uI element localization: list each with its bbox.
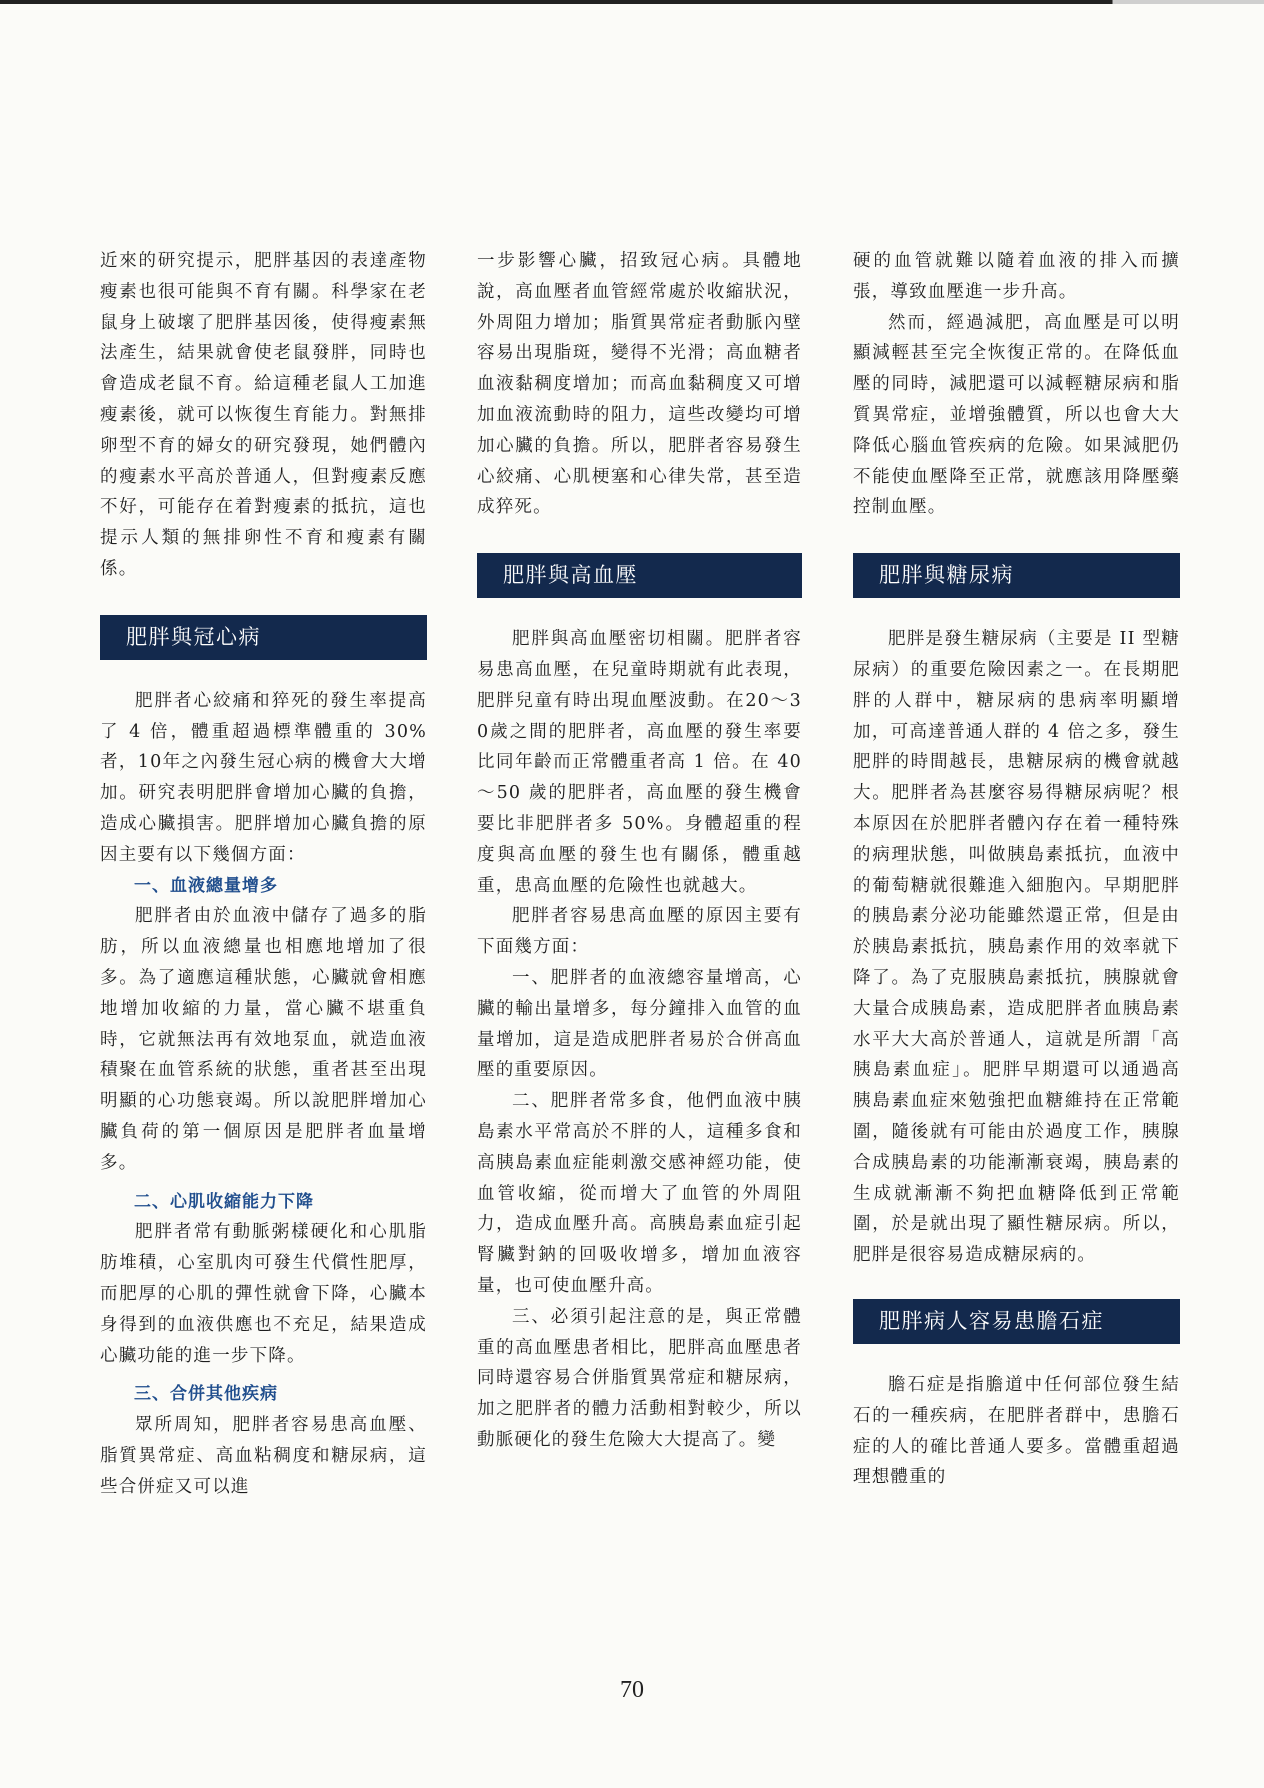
paragraph-hypertension-1: 肥胖與高血壓密切相關。肥胖者容易患高血壓，在兒童時期就有此表現，肥胖兒童有時出現血壓波動。在20～30歲之間的肥胖者，高血壓的發生率要比同年齡而正常體重者高 1 倍。在 40～50 歲的肥胖者，高血壓的發生機會要比非肥胖者多 50%。身體超重的程度與高血壓的發生也有關係，體重越重，患高血壓的危險性也就越大。	[477, 629, 802, 896]
paragraph-hypertension-continued: 硬的血管就難以隨着血液的排入而擴張，導致血壓進一步升高。	[853, 251, 1180, 302]
paragraph-weight-loss: 然而，經過減肥，高血壓是可以明顯減輕甚至完全恢復正常的。在降低血壓的同時，減肥還可以減輕糖尿病和脂質異常症，並增強體質，所以也會大大降低心腦血管疾病的危險。如果減肥仍不能使血壓降至正常，就應該用降壓藥控制血壓。	[853, 312, 1180, 518]
page-number: 70	[620, 1677, 644, 1703]
paragraph-intro: 近來的研究提示，肥胖基因的表達產物瘦素也很可能與不育有關。科學家在老鼠身上破壞了肥胖基因後，使得瘦素無法產生，結果就會使老鼠發胖，同時也會造成老鼠不育。給這種老鼠人工加進瘦素後，就可以恢復生育能力。對無排卵型不育的婦女的研究發現，她們體內的瘦素水平高於普通人，但對瘦素反應不好，可能存在着對瘦素的抵抗，這也提示人類的無排卵性不育和瘦素有關係。	[100, 251, 427, 579]
paragraph-myocardial: 肥胖者常有動脈粥樣硬化和心肌脂肪堆積，心室肌肉可發生代償性肥厚，而肥厚的心肌的彈性就會下降，心臟本身得到的血液供應也不充足，結果造成心臟功能的進一步下降。	[100, 1222, 427, 1366]
paragraph-hypertension-5: 三、必須引起注意的是，與正常體重的高血壓患者相比，肥胖高血壓患者同時還容易合併脂質異常症和糖尿病，加之肥胖者的體力活動相對較少，所以動脈硬化的發生危險大大提高了。變	[477, 1306, 802, 1450]
paragraph-blood-volume: 肥胖者由於血液中儲存了過多的脂肪，所以血液總量也相應地增加了很多。為了適應這種狀態，心臟就會相應地增加收縮的力量，當心臟不堪重負時，它就無法再有效地泵血，就造血液積聚在血管系統的狀態，重者甚至出現明顯的心功態衰竭。所以說肥胖增加心臟負荷的第一個原因是肥胖者血量增多。	[100, 906, 427, 1173]
column-1	[100, 246, 427, 1502]
section-heading-gallstones: 肥胖病人容易患膽石症	[853, 1299, 1180, 1344]
subheading-myocardial: 二、心肌收縮能力下降	[134, 1191, 314, 1212]
column-3	[853, 246, 1180, 1493]
paragraph-hypertension-2: 肥胖者容易患高血壓的原因主要有下面幾方面：	[477, 906, 802, 958]
paragraph-comorbidity: 眾所周知，肥胖者容易患高血壓、脂質異常症、高血粘稠度和糖尿病，這些合併症又可以進	[100, 1415, 427, 1497]
subheading-comorbidity: 三、合併其他疾病	[134, 1384, 278, 1405]
paragraph-coronary-continued: 一步影響心臟，招致冠心病。具體地說，高血壓者血管經常處於收縮狀況，外周阻力增加；脂質異常症者動脈內壁容易出現脂斑，變得不光滑；高血糖者血液黏稠度增加；而高血黏稠度又可增加血液流動時的阻力，這些改變均可增加心臟的負擔。所以，肥胖者容易發生心絞痛、心肌梗塞和心律失常，甚至造成猝死。	[477, 251, 802, 518]
paragraph-hypertension-4: 二、肥胖者常多食，他們血液中胰島素水平常高於不胖的人，這種多食和高胰島素血症能刺激交感神經功能，使血管收縮，從而增大了血管的外周阻力，造成血壓升高。高胰島素血症引起腎臟對鈉的回吸收增多，增加血液容量，也可使血壓升高。	[477, 1091, 802, 1296]
top-rule	[0, 0, 1264, 4]
paragraph-coronary: 肥胖者心絞痛和猝死的發生率提高了 4 倍，體重超過標準體重的 30%者，10年之內發生冠心病的機會大大增加。研究表明肥胖會增加心臟的負擔，造成心臟損害。肥胖增加心臟負擔的原因主要有以下幾個方面：	[100, 690, 427, 865]
section-heading-coronary: 肥胖與冠心病	[100, 615, 427, 660]
column-2	[477, 246, 802, 1456]
paragraph-hypertension-3: 一、肥胖者的血液總容量增高，心臟的輸出量增多，每分鐘排入血管的血量增加，這是造成肥胖者易於合併高血壓的重要原因。	[477, 967, 802, 1081]
section-heading-hypertension: 肥胖與高血壓	[477, 553, 802, 598]
subheading-blood-volume: 一、血液總量增多	[134, 875, 278, 896]
section-heading-diabetes: 肥胖與糖尿病	[853, 553, 1180, 598]
paragraph-diabetes: 肥胖是發生糖尿病（主要是 II 型糖尿病）的重要危險因素之一。在長期肥胖的人群中，糖尿病的患病率明顯增加，可高達普通人群的 4 倍之多，發生肥胖的時間越長，患糖尿病的機會就越大。肥胖者為甚麼容易得糖尿病呢？根本原因在於肥胖者體內存在着一種特殊的病理狀態，叫做胰島素抵抗，血液中的葡萄糖就很難進入細胞內。早期肥胖的胰島素分泌功能雖然還正常，但是由於胰島素抵抗，胰島素作用的效率就下降了。為了克服胰島素抵抗，胰腺就會大量合成胰島素，造成肥胖者血胰島素水平大大高於普通人，這就是所謂「高胰島素血症」。肥胖早期還可以通過高胰島素血症來勉強把血糖維持在正常範圍，隨後就有可能由於過度工作，胰腺合成胰島素的功能漸漸衰竭，胰島素的生成就漸漸不夠把血糖降低到正常範圍，於是就出現了顯性糖尿病。所以，肥胖是很容易造成糖尿病的。	[853, 629, 1180, 1266]
paragraph-gallstones: 膽石症是指膽道中任何部位發生結石的一種疾病，在肥胖者群中，患膽石症的人的確比普通人要多。當體重超過理想體重的	[853, 1374, 1180, 1488]
